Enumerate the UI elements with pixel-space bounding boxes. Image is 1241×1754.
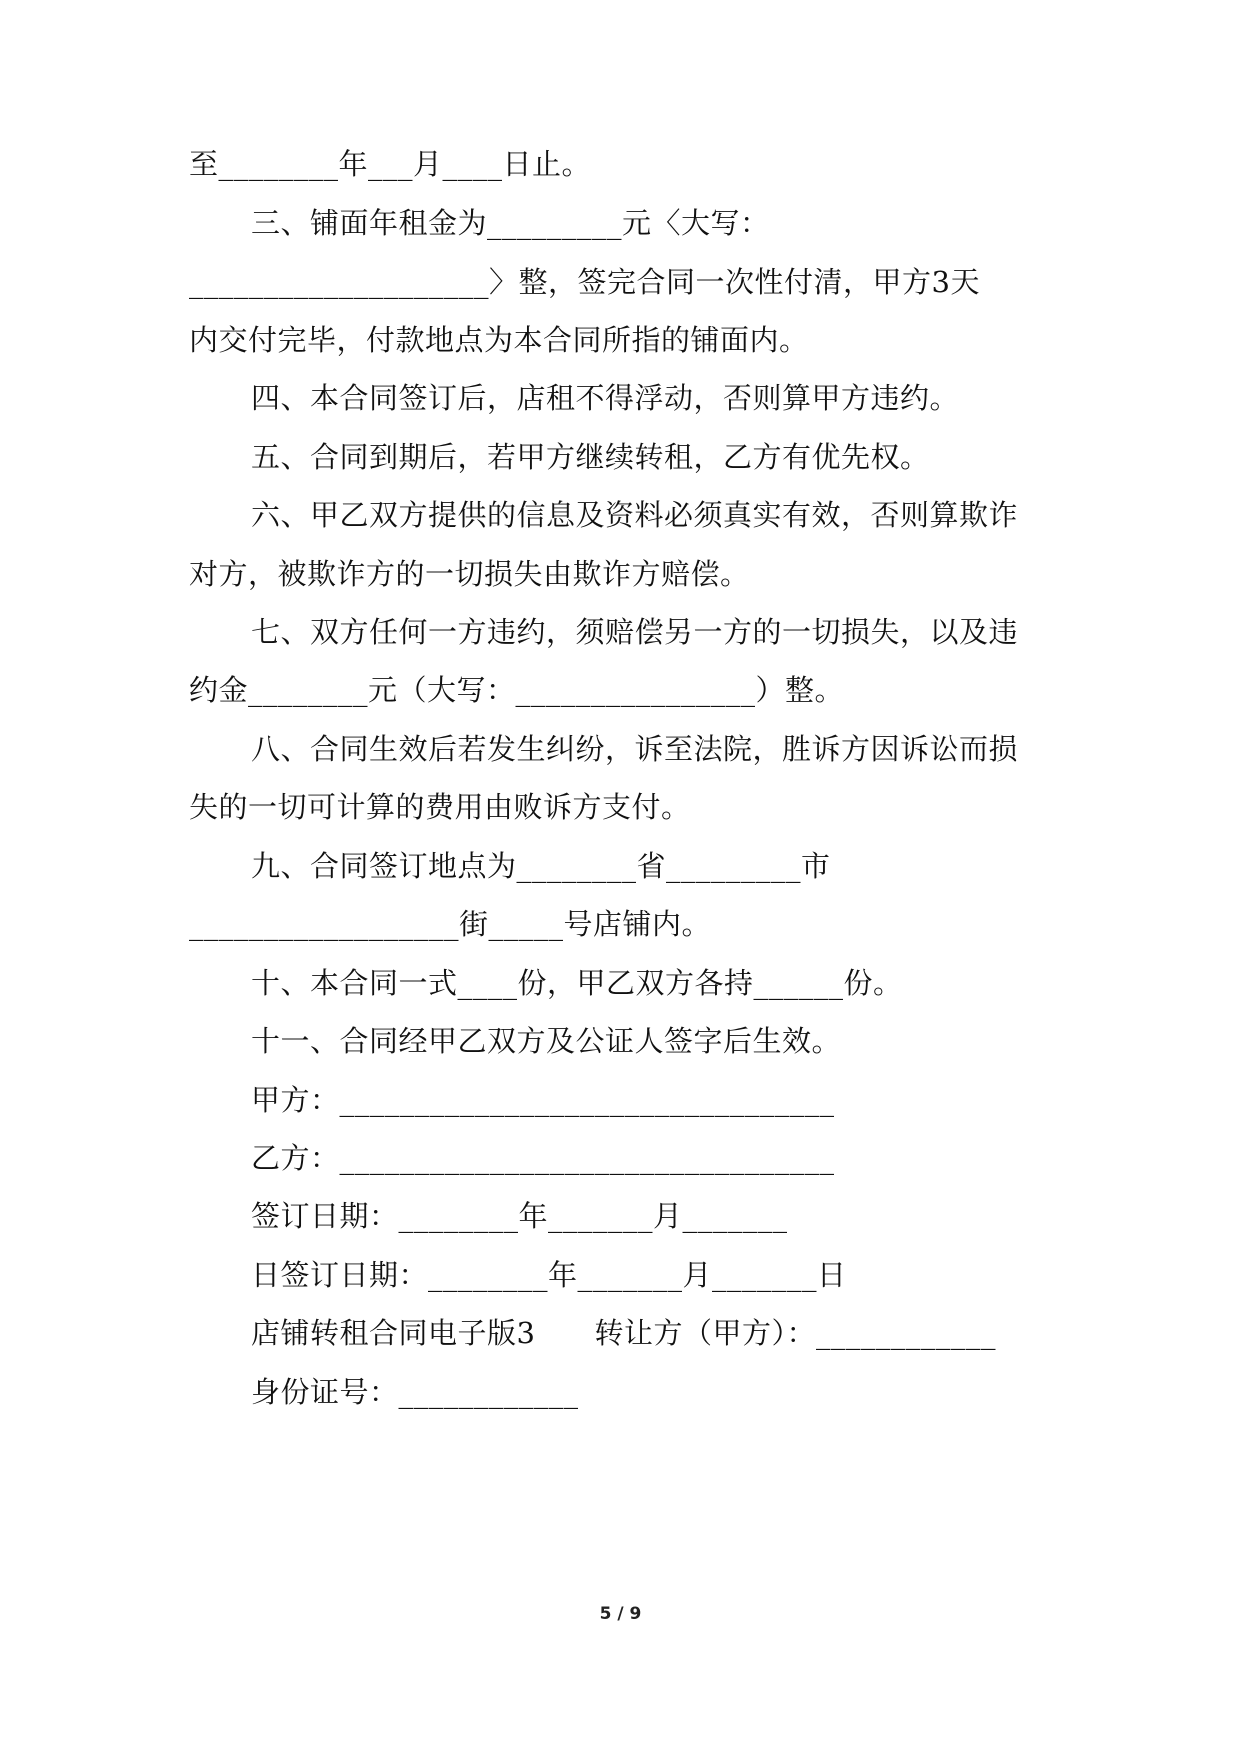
text-line-rent-clause [251,203,937,243]
page-number: 5 / 9 [599,1604,642,1624]
text-line: 十、本合同一式____份，甲乙双方各持______份。 [251,966,903,1000]
text-line: ____________________〉整，签完合同一次性付清，甲方3天 [189,265,980,299]
text-line: 至________年___月____日止。 [189,147,592,181]
text-line-signing-place: 九、合同签订地点为________省_________市 [251,849,831,883]
text-line: __________________街_____号店铺内。 [189,907,712,941]
signing-date-line: 签订日期：________年_______月_______ [251,1199,788,1233]
text-line: 十一、合同经甲乙双方及公证人签字后生效。 [251,1024,842,1058]
text-line: 约金________元（大写：________________）整。 [189,673,845,707]
text-segment: 三、铺面年租金为_________元〈大写： [251,206,770,240]
party-b-signature-line: 乙方：_________________________________ [251,1141,835,1175]
signing-date-line: 日签订日期：________年_______月_______日 [251,1258,847,1292]
text-line: 六、甲乙双方提供的信息及资料必须真实有效，否则算欺诈 [251,498,1019,532]
text-line: 店铺转租合同电子版3 转让方（甲方）：____________ [251,1316,996,1350]
text-line: 对方，被欺诈方的一切损失由欺诈方赔偿。 [189,557,750,591]
id-number-line: 身份证号：____________ [251,1375,579,1409]
text-line: 失的一切可计算的费用由败诉方支付。 [189,790,691,824]
text-line: 七、双方任何一方违约，须赔偿另一方的一切损失，以及违 [251,615,1019,649]
text-line: 内交付完毕，付款地点为本合同所指的铺面内。 [189,323,809,357]
text-line: 五、合同到期后，若甲方继续转租，乙方有优先权。 [251,440,930,474]
text-line: 八、合同生效后若发生纠纷，诉至法院，胜诉方因诉讼而损 [251,732,1019,766]
party-a-signature-line: 甲方：_________________________________ [251,1083,835,1117]
text-line: 四、本合同签订后，店租不得浮动，否则算甲方违约。 [251,381,960,415]
